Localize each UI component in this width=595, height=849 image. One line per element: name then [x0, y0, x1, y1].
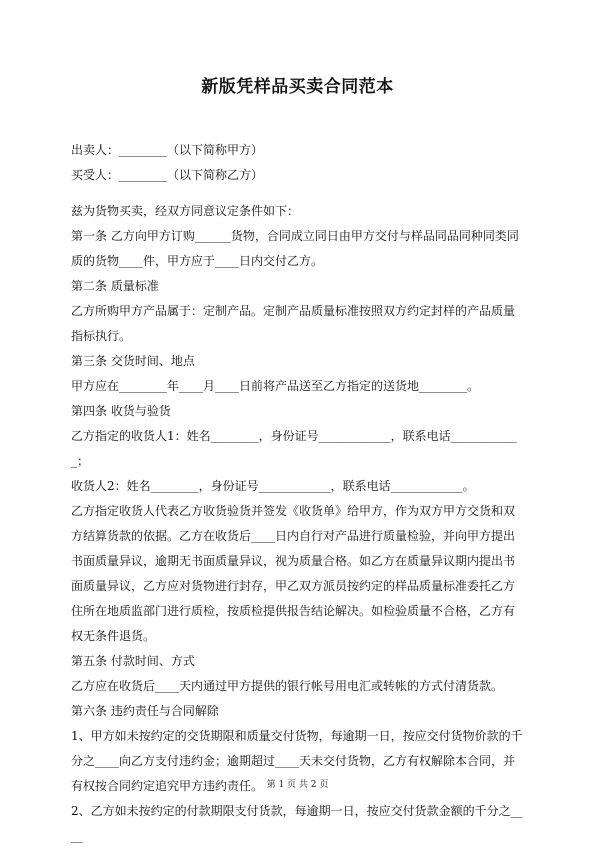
article-6-item-1: 1、甲方如未按约定的交货期限和质量交付货物，每逾期一日，按应交付货物价款的千分之____向乙方支付违约金；逾期超过____天未交付货物，乙方有权解除本合同，并有权按合同约定追究甲方违约责任。 [71, 729, 523, 793]
intro-text: 兹为货物买卖，经双方同意议定条件如下： [71, 204, 300, 218]
article-4-receiver-1: 乙方指定的收货人1：姓名________，身份证号____________，联系电话____________； [71, 429, 517, 468]
article-3-text: 甲方应在________年____月____日前将产品送至乙方指定的送货地________。 [71, 379, 480, 393]
article-5-heading: 第五条 付款时间、方式 [71, 654, 195, 668]
buyer-line: 买受人：________（以下简称乙方） [71, 168, 264, 182]
article-2-heading: 第二条 质量标准 [71, 279, 159, 293]
spacer [71, 188, 526, 199]
article-5-text: 乙方应在收货后____天内通过甲方提供的银行帐号用电汇或转帐的方式付清货款。 [71, 679, 504, 693]
document-body [71, 138, 526, 849]
article-4-receiver-2: 收货人2：姓名________，身份证号____________，联系电话____________。 [71, 479, 475, 493]
article-6-item-2: 2、乙方如未按约定的付款期限支付货款，每逾期一日，按应交付货款金额的千分之____ [71, 804, 523, 843]
article-6-heading: 第六条 违约责任与合同解除 [71, 704, 219, 718]
article-2-text: 乙方所购甲方产品属于：定制产品。定制产品质量标准按照双方约定封样的产品质量指标执行。 [71, 304, 516, 343]
article-3-heading: 第三条 交货时间、地点 [71, 354, 195, 368]
article-1-text: 第一条 乙方向甲方订购______货物，合同成立同日由甲方交付与样品同品同种同类同质的货物____件，甲方应于____日内交付乙方。 [71, 229, 519, 268]
article-4-text: 乙方指定收货人代表乙方收货验货并签发《收货单》给甲方，作为双方甲方交货和双方结算货款的依据。乙方在收货后____日内自行对产品进行质量检验，并向甲方提出书面质量异议，逾期无书面质量异议，视为质量合格。如乙方在质量异议期内提出书面质量异议，乙方应对货物进行封存，甲乙双方派员按约定的样品质量标准委托乙方住所在地质监部门进行质检，按质检提供报告结论解决。如检验质量不合格，乙方有权无条件退货。 [71, 504, 516, 643]
document-title: 新版凭样品买卖合同范本 [201, 77, 394, 97]
article-4-heading: 第四条 收货与验货 [71, 404, 171, 418]
seller-line: 出卖人：________（以下简称甲方） [71, 143, 264, 157]
page-number: 第 1 页 共 2 页 [266, 780, 329, 790]
